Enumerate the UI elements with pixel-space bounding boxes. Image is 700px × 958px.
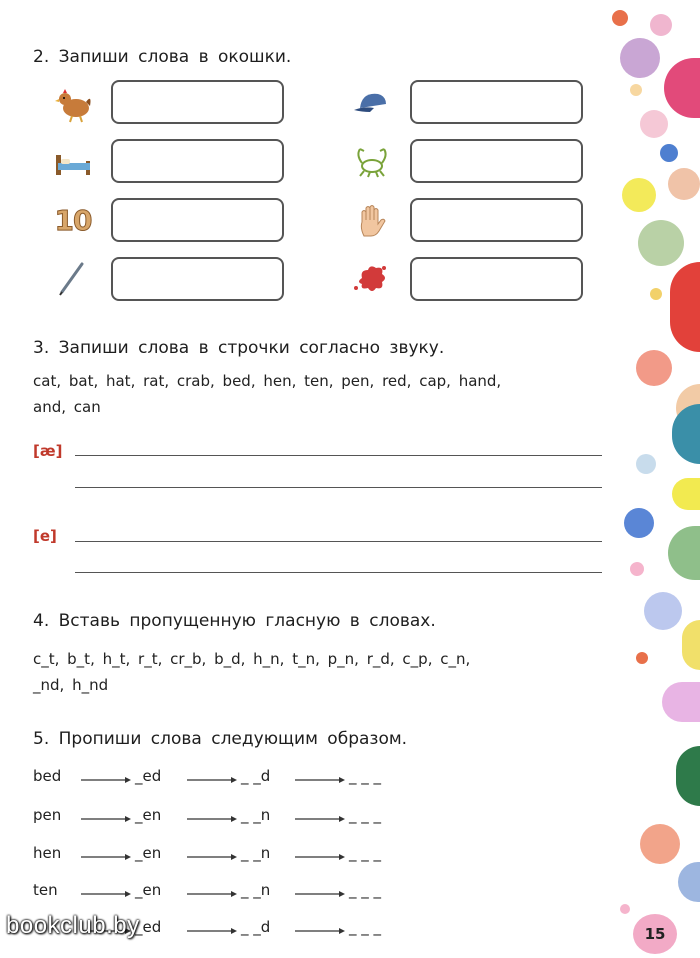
task4-title: 4. Вставь пропущенную гласную в словах. <box>33 611 436 631</box>
cap-icon <box>348 82 394 122</box>
write-line[interactable] <box>75 572 602 573</box>
row-step1: _en <box>135 844 162 862</box>
row-word: pen <box>33 806 62 824</box>
task3-title: 3. Запиши слова в строчки согласно звуку. <box>33 338 445 358</box>
arrow-right-icon <box>295 771 345 781</box>
row-step1: _ed <box>135 918 162 936</box>
row-step3: _ _ _ <box>349 881 382 899</box>
word-row <box>33 764 409 788</box>
row-word: bed <box>33 767 62 785</box>
arrow-right-icon <box>187 848 237 858</box>
decor-dot <box>612 10 628 26</box>
row-step3: _ _ _ <box>349 767 382 785</box>
answer-box-pen[interactable] <box>111 257 284 301</box>
row-step1: _en <box>135 806 162 824</box>
answer-box-hand[interactable] <box>410 198 583 242</box>
row-step2: _ _n <box>241 844 271 862</box>
arrow-right-icon <box>81 810 131 820</box>
task3-words-line1: cat, bat, hat, rat, crab, bed, hen, ten, pen, red, cap, hand, <box>33 372 502 390</box>
decor-dot <box>672 478 700 510</box>
arrow-right-icon <box>81 885 131 895</box>
row-step2: _ _n <box>241 881 271 899</box>
row-step1: _ed <box>135 767 162 785</box>
decor-dot <box>670 262 700 352</box>
decor-dot <box>640 110 668 138</box>
decor-dot <box>630 562 644 576</box>
decor-dot <box>640 824 680 864</box>
arrow-right-icon <box>295 922 345 932</box>
row-step2: _ _n <box>241 806 271 824</box>
row-step2: _ _d <box>241 767 271 785</box>
decor-dot <box>624 508 654 538</box>
arrow-right-icon <box>187 922 237 932</box>
decor-dot <box>644 592 682 630</box>
answer-box-hen[interactable] <box>111 80 284 124</box>
word-row <box>33 841 409 865</box>
answer-box-bed[interactable] <box>111 139 284 183</box>
task4-words-line2: _nd, h_nd <box>33 676 109 694</box>
decor-dot <box>676 746 700 806</box>
decor-dot <box>636 652 648 664</box>
crab-icon <box>348 141 394 181</box>
arrow-right-icon <box>187 810 237 820</box>
answer-box-red[interactable] <box>410 257 583 301</box>
answer-box-ten[interactable] <box>111 198 284 242</box>
decor-dot <box>620 38 660 78</box>
arrow-right-icon <box>295 810 345 820</box>
arrow-right-icon <box>295 885 345 895</box>
arrow-right-icon <box>187 885 237 895</box>
row-step3: _ _ _ <box>349 918 382 936</box>
task3-words-line2: and, can <box>33 398 101 416</box>
decor-dot <box>638 220 684 266</box>
decor-dot <box>668 168 700 200</box>
word-row <box>33 803 409 827</box>
word-row <box>33 878 409 902</box>
answer-box-crab[interactable] <box>410 139 583 183</box>
decor-dot <box>630 84 642 96</box>
arrow-right-icon <box>81 848 131 858</box>
decor-dot <box>650 14 672 36</box>
watermark-logo: bookclub.by <box>6 912 140 939</box>
task2-title: 2. Запиши слова в окошки. <box>33 47 292 67</box>
write-line[interactable] <box>75 541 602 542</box>
arrow-right-icon <box>81 771 131 781</box>
row-word: hen <box>33 844 62 862</box>
write-line[interactable] <box>75 487 602 488</box>
decor-dot <box>622 178 656 212</box>
bed-icon <box>50 141 96 181</box>
task5-title: 5. Пропиши слова следующим образом. <box>33 729 408 749</box>
hen-icon <box>50 84 96 124</box>
write-line[interactable] <box>75 455 602 456</box>
decor-dot <box>678 862 700 902</box>
decor-dot <box>650 288 662 300</box>
hand-icon <box>348 200 394 240</box>
decor-dot <box>660 144 678 162</box>
sound-ae-label: [æ] <box>33 442 63 460</box>
arrow-right-icon <box>187 771 237 781</box>
task4-words-line1: c_t, b_t, h_t, r_t, cr_b, b_d, h_n, t_n, p_n, r_d, c_p, c_n, <box>33 650 471 668</box>
red-blot-icon <box>348 258 394 298</box>
row-step1: _en <box>135 881 162 899</box>
page-number-badge: 15 <box>633 914 677 954</box>
ten-icon: 10 <box>54 203 92 237</box>
sound-e-label: [e] <box>33 527 57 545</box>
row-step3: _ _ _ <box>349 844 382 862</box>
row-step2: _ _d <box>241 918 271 936</box>
row-word: ten <box>33 881 58 899</box>
decor-dot <box>668 526 700 580</box>
decor-dot <box>662 682 700 722</box>
row-step3: _ _ _ <box>349 806 382 824</box>
decor-dot <box>636 454 656 474</box>
answer-box-cap[interactable] <box>410 80 583 124</box>
decor-dot <box>682 620 700 670</box>
pen-icon <box>50 258 96 298</box>
decor-dot <box>664 58 700 118</box>
arrow-right-icon <box>295 848 345 858</box>
decor-dot <box>636 350 672 386</box>
decor-dot <box>620 904 630 914</box>
